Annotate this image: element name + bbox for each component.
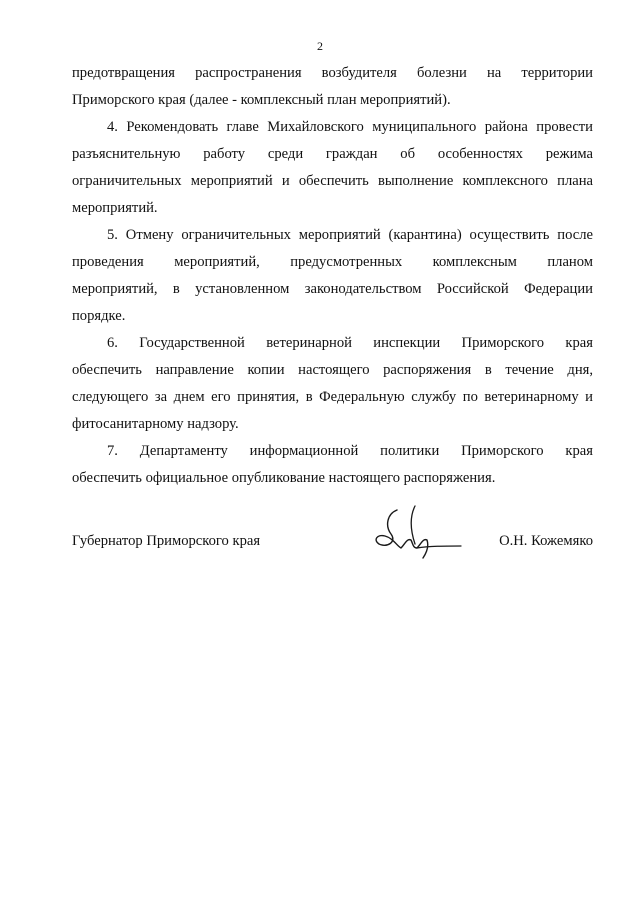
text-line: ограничительных мероприятий и обеспечить выполнение комплексного плана (72, 173, 593, 189)
text-line: обеспечить официальное опубликование настоящего распоряжения. (72, 470, 496, 486)
signatory-title: Губернатор Приморского края (72, 533, 261, 549)
page-number: 2 (317, 39, 323, 53)
handwritten-signature (357, 504, 467, 564)
text-line: мероприятий. (72, 200, 158, 216)
text-line: проведения мероприятий, предусмотренных комплексным планом (72, 254, 593, 270)
signature-block (72, 528, 593, 568)
text-line: порядке. (72, 308, 126, 324)
text-line: фитосанитарному надзору. (72, 416, 239, 432)
text-line: следующего за днем его принятия, в Федеральную службу по ветеринарному и (72, 389, 593, 405)
paragraph-item-5 (72, 222, 593, 330)
paragraph-continuation (72, 60, 593, 114)
signature-stroke (411, 506, 415, 544)
text-line: 4. Рекомендовать главе Михайловского муниципального района провести (107, 119, 593, 135)
text-line: 7. Департаменту информационной политики Приморского края (107, 443, 593, 459)
signature-stroke (376, 510, 428, 558)
paragraph-item-7 (72, 438, 593, 492)
text-line: разъяснительную работу среди граждан об особенностях режима (72, 146, 593, 162)
paragraph-item-4 (72, 114, 593, 222)
signatory-name: О.Н. Кожемяко (499, 533, 593, 549)
paragraph-item-6 (72, 330, 593, 438)
text-line: обеспечить направление копии настоящего распоряжения в течение дня, (72, 362, 593, 378)
document-body (72, 60, 593, 492)
text-line: Приморского края (далее - комплексный план мероприятий). (72, 92, 451, 108)
signature-stroke (417, 546, 461, 548)
text-line: 6. Государственной ветеринарной инспекции Приморского края (107, 335, 593, 351)
text-line: мероприятий, в установленном законодательством Российской Федерации (72, 281, 593, 297)
text-line: 5. Отмену ограничительных мероприятий (карантина) осуществить после (107, 227, 593, 243)
text-line: предотвращения распространения возбудителя болезни на территории (72, 65, 593, 81)
